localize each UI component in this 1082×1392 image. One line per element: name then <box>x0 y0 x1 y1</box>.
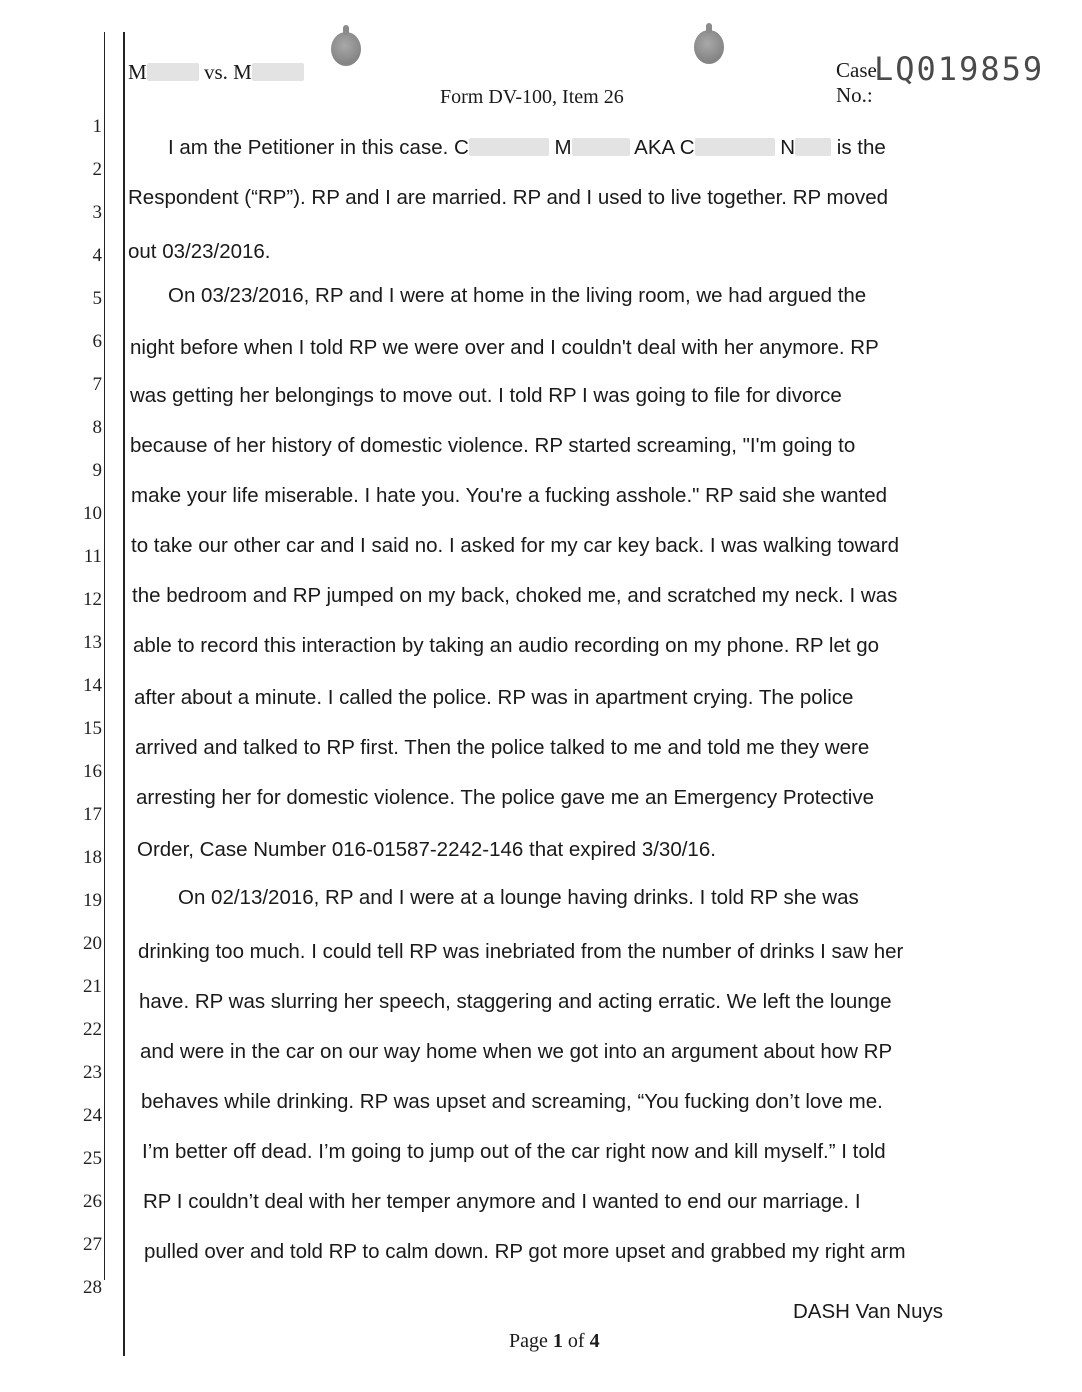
body-text: is the <box>836 136 886 159</box>
punch-hole <box>694 30 724 64</box>
body-line: On 02/13/2016, RP and I were at a lounge having drinks. I told RP she was <box>178 886 859 909</box>
line-number: 22 <box>83 1019 102 1040</box>
line-number: 15 <box>83 718 102 739</box>
case-caption <box>128 60 304 85</box>
body-text: M <box>554 136 572 159</box>
line-number: 10 <box>83 503 102 524</box>
versus-label: vs. <box>203 60 228 84</box>
respondent-name: M <box>233 60 252 84</box>
body-text: I am the Petitioner in this case. C <box>168 136 469 159</box>
petitioner-name: M <box>128 60 147 84</box>
body-line: after about a minute. I called the police. RP was in apartment crying. The police <box>134 686 854 709</box>
line-number: 6 <box>92 331 102 352</box>
line-number: 17 <box>83 804 102 825</box>
line-number: 21 <box>83 976 102 997</box>
body-line <box>168 136 886 160</box>
line-number: 19 <box>83 890 102 911</box>
page-total: 4 <box>589 1330 600 1352</box>
body-line: drinking too much. I could tell RP was inebriated from the number of drinks I saw her <box>138 940 904 963</box>
body-line: pulled over and told RP to calm down. RP got more upset and grabbed my right arm <box>144 1240 906 1263</box>
line-number: 1 <box>92 116 102 137</box>
line-number: 18 <box>83 847 102 868</box>
line-number: 2 <box>92 159 102 180</box>
body-line: I’m better off dead. I’m going to jump out of the car right now and kill myself.” I told <box>142 1140 886 1163</box>
line-number: 28 <box>83 1277 102 1298</box>
line-number: 27 <box>83 1234 102 1255</box>
redaction <box>147 63 199 81</box>
body-line: because of her history of domestic violence. RP started screaming, "I'm going to <box>130 434 856 457</box>
margin-rule-left <box>104 32 105 1280</box>
page-label: Page <box>509 1330 548 1352</box>
line-number: 26 <box>83 1191 102 1212</box>
page-of: of <box>567 1330 585 1352</box>
body-line: behaves while drinking. RP was upset and screaming, “You fucking don’t love me. <box>141 1090 883 1113</box>
body-line: On 03/23/2016, RP and I were at home in the living room, we had argued the <box>168 284 867 307</box>
body-line: the bedroom and RP jumped on my back, choked me, and scratched my neck. I was <box>132 584 898 607</box>
line-number: 4 <box>92 245 102 266</box>
line-number: 3 <box>92 202 102 223</box>
body-line: Order, Case Number 016-01587-2242-146 that expired 3/30/16. <box>137 838 716 861</box>
line-number: 25 <box>83 1148 102 1169</box>
line-number: 12 <box>83 589 102 610</box>
footer-organization: DASH Van Nuys <box>793 1300 944 1323</box>
page-indicator <box>509 1330 600 1353</box>
case-number-stamp: LQ019859 <box>874 50 1045 88</box>
line-number: 20 <box>83 933 102 954</box>
form-title: Form DV-100, Item 26 <box>440 86 624 108</box>
body-text: N <box>780 136 796 159</box>
body-line: make your life miserable. I hate you. You're a fucking asshole." RP said she wanted <box>131 484 888 507</box>
case-number-label: Case No.: <box>836 58 877 107</box>
body-line: RP I couldn’t deal with her temper anymore and I wanted to end our marriage. I <box>143 1190 861 1213</box>
redaction <box>252 63 304 81</box>
margin-rule-right <box>123 32 125 1356</box>
line-number: 24 <box>83 1105 102 1126</box>
body-line: and were in the car on our way home when we got into an argument about how RP <box>140 1040 893 1063</box>
body-line: was getting her belongings to move out. I told RP I was going to file for divorce <box>130 384 842 407</box>
body-line: to take our other car and I said no. I asked for my car key back. I was walking toward <box>131 534 899 557</box>
body-line: arrived and talked to RP first. Then the police talked to me and told me they were <box>135 736 870 759</box>
body-line: arresting her for domestic violence. The police gave me an Emergency Protective <box>136 786 874 809</box>
body-line: Respondent (“RP”). RP and I are married. RP and I used to live together. RP moved <box>128 186 889 209</box>
line-number: 23 <box>83 1062 102 1083</box>
line-number: 14 <box>83 675 102 696</box>
redaction <box>695 138 775 156</box>
line-number: 5 <box>92 288 102 309</box>
redaction <box>572 138 630 156</box>
line-number: 7 <box>92 374 102 395</box>
line-number: 8 <box>92 417 102 438</box>
body-line: night before when I told RP we were over and I couldn't deal with her anymore. RP <box>130 336 879 359</box>
redaction <box>469 138 549 156</box>
line-number: 11 <box>83 546 102 567</box>
line-number: 16 <box>83 761 102 782</box>
body-line: out 03/23/2016. <box>128 240 271 263</box>
redaction <box>795 138 831 156</box>
line-number: 9 <box>92 460 102 481</box>
line-number: 13 <box>83 632 102 653</box>
page-current: 1 <box>552 1330 563 1352</box>
punch-hole <box>331 32 361 66</box>
body-text: AKA C <box>634 136 695 159</box>
body-line: able to record this interaction by taking an audio recording on my phone. RP let go <box>133 634 880 657</box>
body-line: have. RP was slurring her speech, staggering and acting erratic. We left the lounge <box>139 990 892 1013</box>
